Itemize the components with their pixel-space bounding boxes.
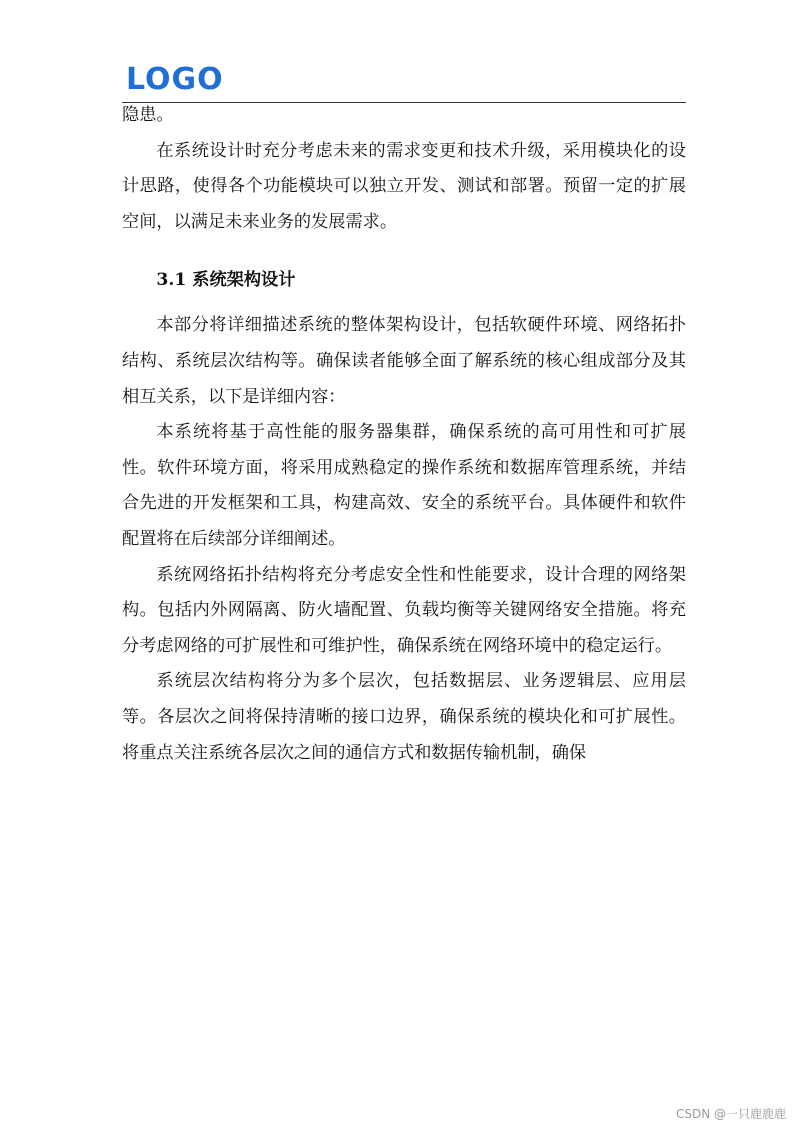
paragraph-layers: 系统层次结构将分为多个层次，包括数据层、业务逻辑层、应用层等。各层次之间将保持清晰的接口边界，确保系统的模块化和可扩展性。将重点关注系统各层次之间的通信方式和数据传输机制，确保 [122,671,686,763]
paragraph-continuation: 隐患。 [122,105,174,125]
paragraph-network: 系统网络拓扑结构将充分考虑安全性和性能要求，设计合理的网络架构。包括内外网隔离、防火墙配置、负载均衡等关键网络安全措施。将充分考虑网络的可扩展性和可维护性，确保系统在网络环境中的稳定运行。 [122,564,686,656]
paragraph-intro: 本部分将详细描述系统的整体架构设计，包括软硬件环境、网络拓扑结构、系统层次结构等。确保读者能够全面了解系统的核心组成部分及其相互关系，以下是详细内容： [122,315,686,407]
section-heading: 3.1 系统架构设计 [156,270,296,291]
watermark: CSDN @一只鹿鹿鹿 [675,1107,786,1121]
page-header [122,60,686,103]
document-body [122,98,686,771]
logo: LOGO [126,62,224,97]
paragraph-extensibility: 在系统设计时充分考虑未来的需求变更和技术升级，采用模块化的设计思路，使得各个功能模块可以独立开发、测试和部署。预留一定的扩展空间，以满足未来业务的发展需求。 [122,140,686,232]
paragraph-environment: 本系统将基于高性能的服务器集群，确保系统的高可用性和可扩展性。软件环境方面，将采用成熟稳定的操作系统和数据库管理系统，并结合先进的开发框架和工具，构建高效、安全的系统平台。具体硬件和软件配置将在后续部分详细阐述。 [122,422,686,549]
